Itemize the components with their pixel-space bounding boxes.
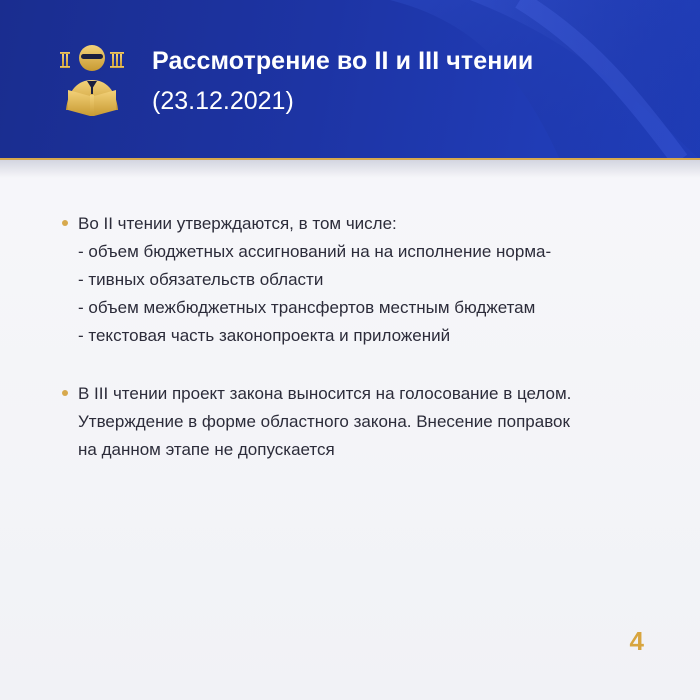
header-banner — [0, 0, 700, 160]
bullet-subline: - тивных обязательств области — [78, 270, 324, 289]
page-subtitle: (23.12.2021) — [152, 87, 294, 115]
header-text-block — [152, 45, 672, 117]
bullet-subline: - объем межбюджетных трансфертов местным бюджетам — [78, 298, 536, 317]
bullet-subline: - текстовая часть законопроекта и приложений — [78, 326, 451, 345]
bullet-line: Утверждение в форме областного закона. Внесение поправок — [78, 412, 570, 431]
reader-with-book-icon — [50, 34, 134, 122]
bullet-line: Во II чтении утверждаются, в том числе: — [78, 214, 397, 233]
bullet-line: В III чтении проект закона выносится на голосование в целом. — [78, 384, 572, 403]
bullet-line: на данном этапе не допускается — [78, 440, 335, 459]
bullet-dot-icon — [62, 220, 68, 226]
bullet-item-ii-reading — [62, 210, 652, 350]
page-number: 4 — [629, 626, 644, 656]
content-area — [62, 210, 652, 494]
bullet-subline: - объем бюджетных ассигнований на на исполнение норма- — [78, 242, 552, 261]
bullet-dot-icon — [62, 390, 68, 396]
bullet-item-iii-reading — [62, 380, 652, 464]
page-title: Рассмотрение во II и III чтении — [152, 47, 534, 75]
header-shadow — [0, 160, 700, 178]
